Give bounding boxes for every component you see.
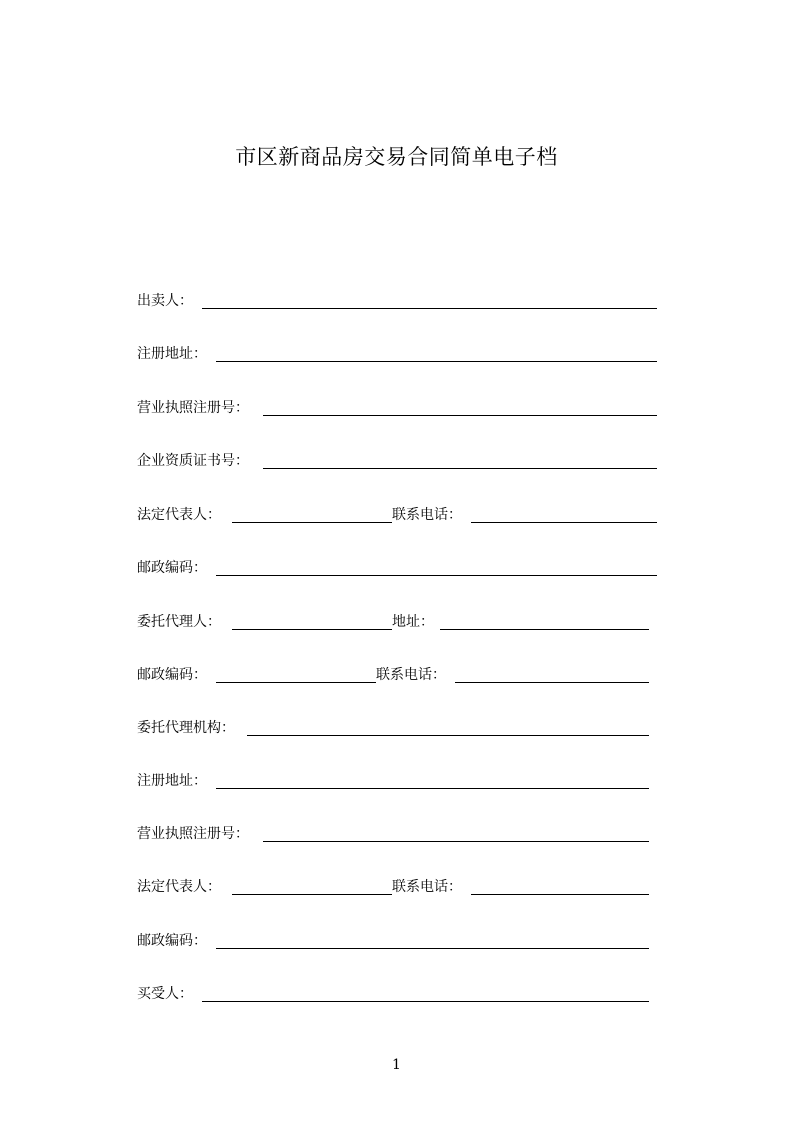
seller-name-field[interactable] [202,308,657,309]
seller-agent-postcode-label: 邮政编码： [137,667,207,683]
agency-row [137,717,649,739]
seller-phone-field[interactable] [471,522,657,523]
page-number: 1 [392,1057,401,1073]
seller-address-row [137,343,657,365]
agency-field[interactable] [247,735,649,736]
seller-postcode-field[interactable] [216,575,657,576]
seller-name-label: 出卖人： [137,293,193,309]
agency-phone-label: 联系电话： [392,879,462,895]
seller-agent-phone-label: 联系电话： [376,667,446,683]
buyer-name-row [137,983,649,1005]
seller-postcode-row [137,557,657,579]
seller-phone-label: 联系电话： [392,507,462,523]
agency-legal-rep-field[interactable] [232,894,392,895]
seller-address-field[interactable] [216,361,657,362]
agency-address-field[interactable] [216,788,649,789]
agency-license-label: 营业执照注册号： [137,826,249,842]
agency-phone-field[interactable] [471,894,649,895]
agency-legal-rep-label: 法定代表人： [137,879,221,895]
seller-license-label: 营业执照注册号： [137,400,249,416]
agency-postcode-label: 邮政编码： [137,933,207,949]
seller-agent-row [137,611,649,633]
agency-label: 委托代理机构： [137,720,235,736]
seller-license-row [137,397,657,419]
seller-agent-contact-row [137,664,649,686]
seller-legal-rep-row [137,504,657,526]
agency-license-row [137,823,649,845]
buyer-name-label: 买受人： [137,986,193,1002]
document-title: 市区新商品房交易合同简单电子档 [235,145,558,169]
agency-license-field[interactable] [263,841,649,842]
seller-agent-postcode-field[interactable] [216,682,376,683]
seller-address-label: 注册地址： [137,346,207,362]
agency-postcode-field[interactable] [216,948,649,949]
seller-agent-phone-field[interactable] [455,682,649,683]
agency-legal-rep-row [137,876,649,898]
agency-address-label: 注册地址： [137,773,207,789]
buyer-name-field[interactable] [202,1001,649,1002]
seller-qualification-field[interactable] [263,468,657,469]
seller-postcode-label: 邮政编码： [137,560,207,576]
seller-agent-address-field[interactable] [440,629,649,630]
agency-postcode-row [137,930,649,952]
seller-qualification-row [137,450,657,472]
seller-qualification-label: 企业资质证书号： [137,453,249,469]
seller-legal-rep-field[interactable] [232,522,392,523]
seller-name-row [137,290,657,312]
seller-agent-field[interactable] [232,629,392,630]
seller-license-field[interactable] [263,415,657,416]
agency-address-row [137,770,649,792]
seller-legal-rep-label: 法定代表人： [137,507,221,523]
seller-agent-address-label: 地址： [392,614,434,630]
seller-agent-label: 委托代理人： [137,614,221,630]
